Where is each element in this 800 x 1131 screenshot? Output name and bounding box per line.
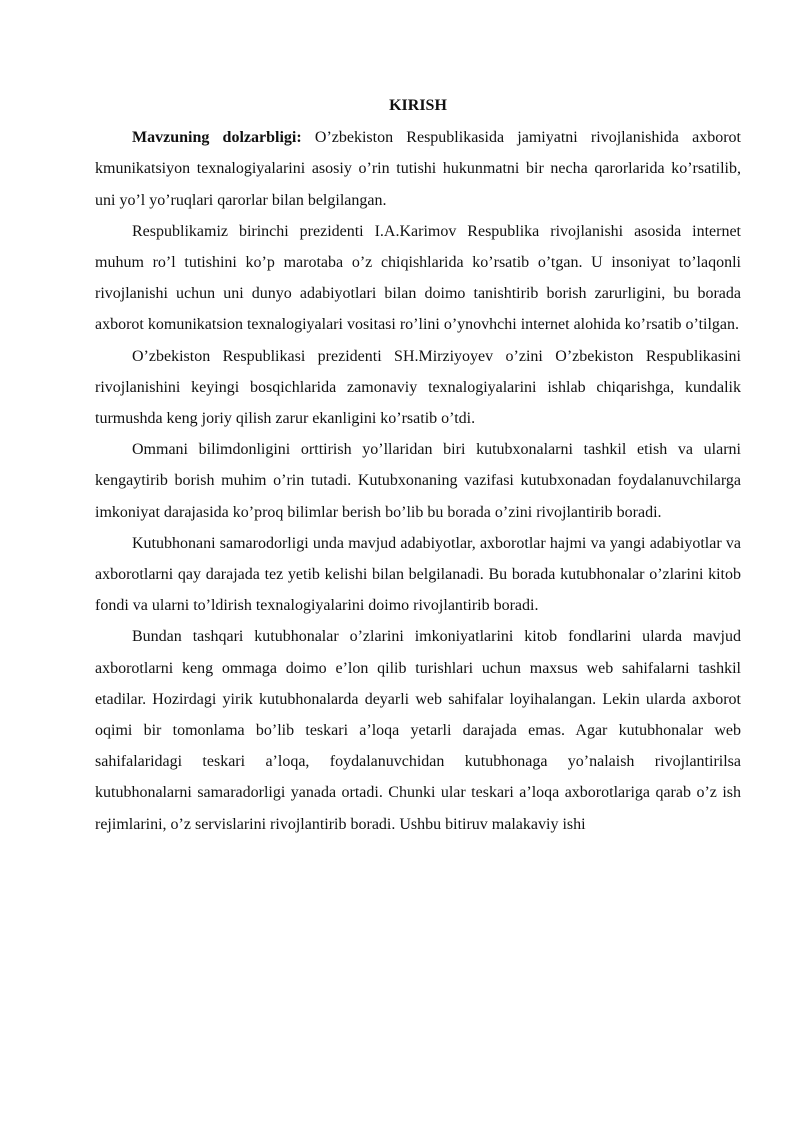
document-body bbox=[95, 90, 741, 840]
paragraph: Bundan tashqari kutubhonalar o’zlarini imkoniyatlarini kitob fondlarini ularda mavjud axborotlarni keng ommaga doimo e’lon qilib turishlari uchun maxsus web sahifalarni tashkil etadilar. Hozirdagi yirik kutubhonalarda deyarli web sahifalar loyihalangan. Lekin ularda axborot oqimi bir tomonlama bo’lib teskari a’loqa yetarli darajada emas. Agar kutubhonalar web sahifalaridagi teskari a’loqa, foydalanuvchidan kutubhonaga yo’nalaish rivojlantirilsa kutubhonalarni samaradorligi yanada ortadi. Chunki ular teskari a’loqa axborotlariga qarab o’z ish rejimlarini, o’z servislarini rivojlantirib boradi. Ushbu bitiruv malakaviy ishi bbox=[95, 628, 741, 833]
relevance-lead: Mavzuning dolzarbligi: bbox=[132, 129, 302, 147]
paragraph: Kutubhonani samarodorligi unda mavjud adabiyotlar, axborotlar hajmi va yangi adabiyotlar va axborotlarni qay darajada tez yetib kelishi bilan belgilanadi. Bu borada kutubhonalar o’zlarini kitob fondi va ularni to’ldirish texnalogiyalarini doimo rivojlantirib boradi. bbox=[95, 534, 741, 615]
paragraph: Respublikamiz birinchi prezidenti I.A.Karimov Respublika rivojlanishi asosida internet muhum ro’l tutishini ko’p marotaba o’z chiqishlarida ko’rsatib o’tgan. U insoniyat to’laqonli rivojlanishi uchun uni dunyo adabiyotlari bilan doimo tanishtirib borish zarurligini, bu borada axborot komunikatsion texnalogiyalari vositasi ro’lini o’ynovhchi internet alohida ko’rsatib o’tilgan. bbox=[95, 222, 741, 334]
paragraph-relevance bbox=[95, 122, 741, 216]
paragraph: O’zbekiston Respublikasi prezidenti SH.Mirziyoyev o’zini O’zbekiston Respublikasini rivojlanishini keyingi bosqichlarida zamonaviy texnalogiyalarini ishlab chiqarishga, kundalik turmushda keng joriy qilish zarur ekanligini ko’rsatib o’tdi. bbox=[95, 347, 741, 428]
section-heading: KIRISH bbox=[389, 97, 447, 114]
relevance-text: O’zbekiston Respublikasida jamiyatni rivojlanishida axborot kmunikatsiyon texnalogiyalarini asosiy o’rin tutishi hukunmatni bir necha qarorlarida ko’rsatilib, uni yo’l yo’ruqlari qarorlar bilan belgilangan. bbox=[95, 129, 741, 209]
paragraph: Ommani bilimdonligini orttirish yo’llaridan biri kutubxonalarni tashkil etish va ularni kengaytirib borish muhim o’rin tutadi. Kutubxonaning vazifasi kutubxonadan foydalanuvchilarga imkoniyat darajasida ko’proq bilimlar berish bo’lib bu borada o’zini rivojlantirib boradi. bbox=[95, 441, 741, 521]
